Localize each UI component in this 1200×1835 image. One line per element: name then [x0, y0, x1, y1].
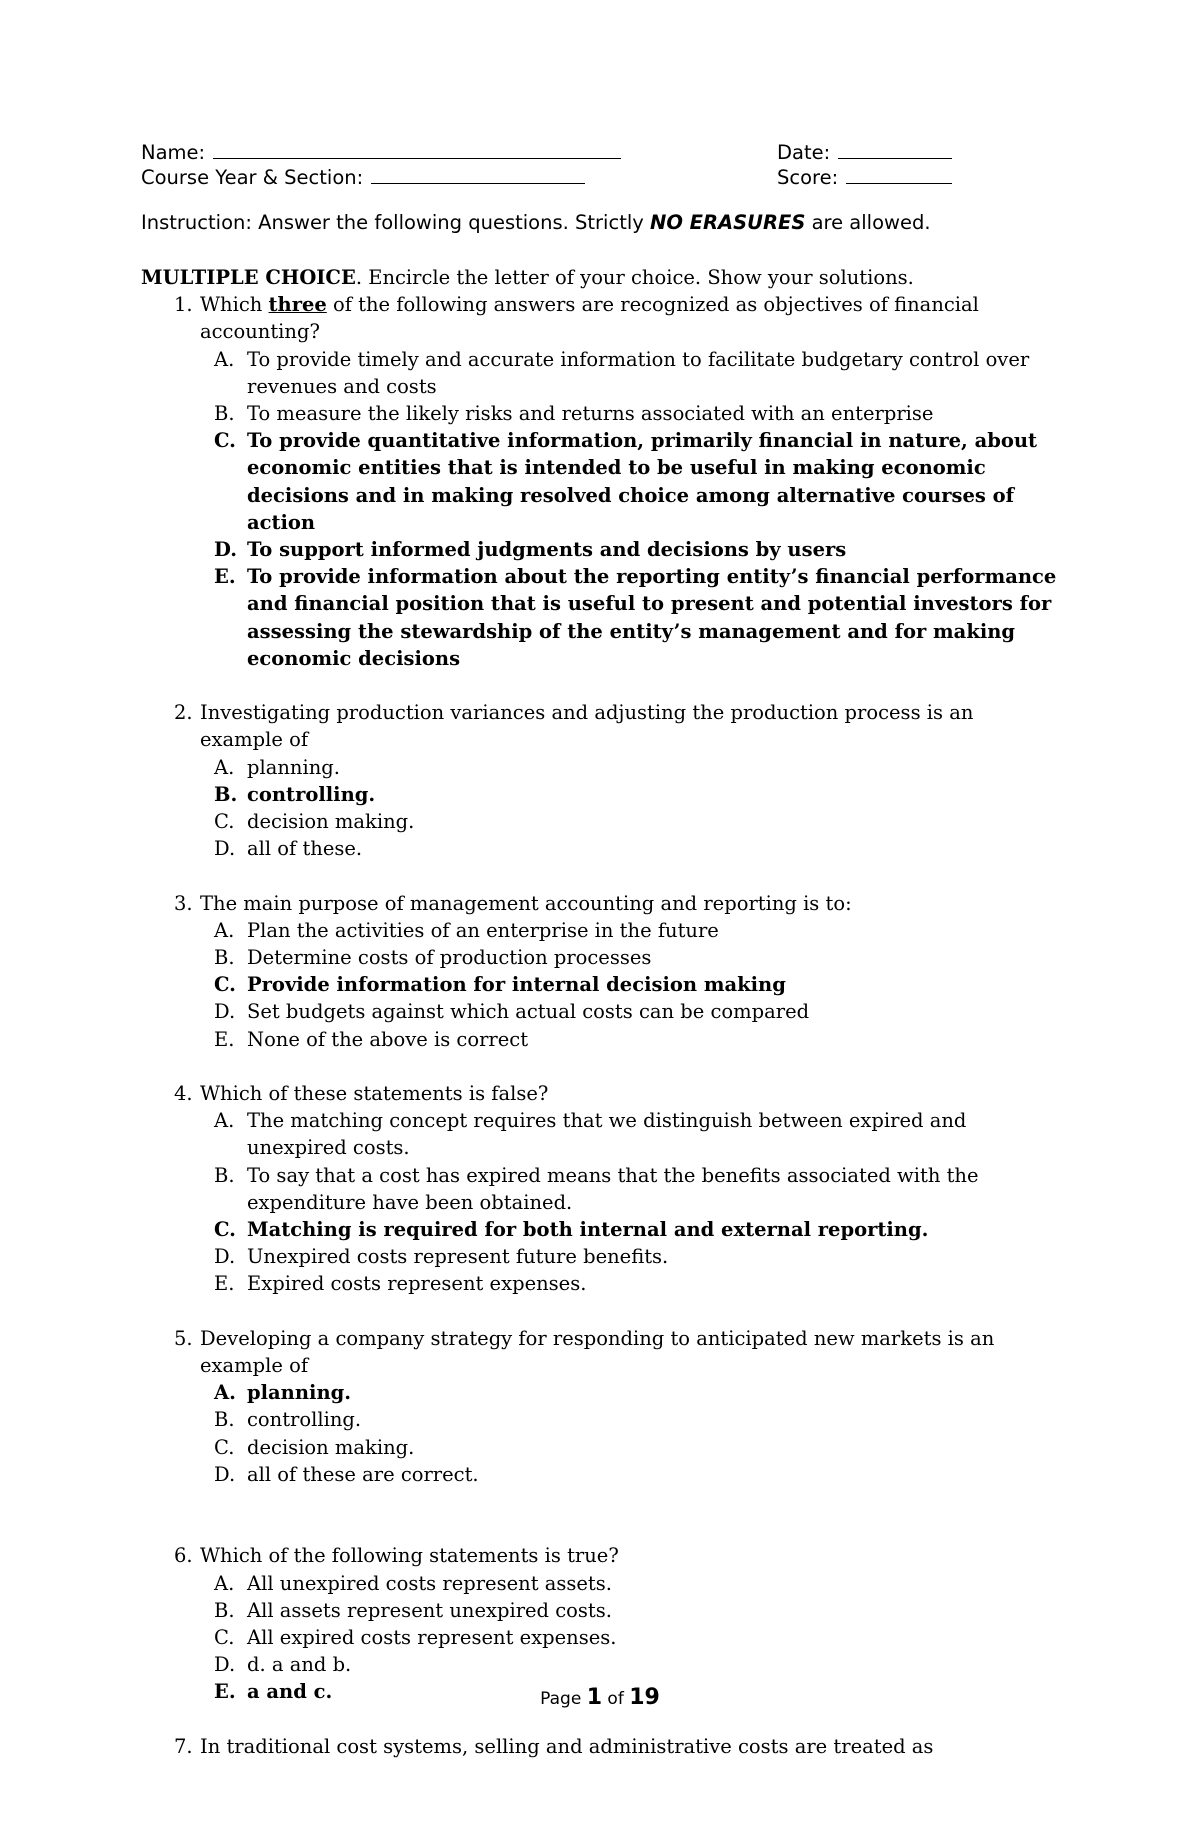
- spacer: [141, 862, 1061, 889]
- option-a[interactable]: [141, 1570, 1071, 1597]
- option-text: Matching is required for both internal and external reporting.: [247, 1218, 929, 1242]
- footer-page-word: Page: [540, 1689, 582, 1709]
- option-b[interactable]: [141, 1597, 1071, 1624]
- option-text: controlling.: [247, 1408, 362, 1432]
- score-label: Score:: [777, 166, 839, 189]
- option-letter: D.: [214, 1653, 236, 1677]
- option-letter: D.: [214, 837, 236, 861]
- option-text: Determine costs of production processes: [247, 946, 652, 970]
- course-label: Course Year & Section:: [141, 166, 364, 189]
- option-b[interactable]: [141, 1406, 1071, 1433]
- question-number: 2.: [174, 701, 193, 725]
- option-e[interactable]: [141, 1026, 1071, 1053]
- option-letter: D.: [214, 1245, 236, 1269]
- option-e[interactable]: [141, 563, 1071, 672]
- option-letter: A.: [214, 1109, 235, 1133]
- option-d[interactable]: [141, 1651, 1071, 1678]
- question-number: 5.: [174, 1326, 193, 1350]
- option-c[interactable]: [141, 1624, 1071, 1651]
- section-heading: MULTIPLE CHOICE: [141, 266, 356, 289]
- option-letter: C.: [214, 973, 236, 997]
- option-text: Expired costs represent expenses.: [247, 1272, 587, 1296]
- option-text: To say that a cost has expired means that the benefits associated with the expenditure have been obtained.: [247, 1163, 979, 1214]
- question-stem: [141, 699, 1061, 753]
- instruction: [141, 210, 931, 236]
- footer-total-pages: 19: [629, 1685, 660, 1710]
- instruction-suffix: are allowed.: [805, 211, 931, 234]
- option-text: To provide quantitative information, primarily financial in nature, about economic entities that is intended to be useful in making economic decisions and in making resolved choice among alternative courses of action: [247, 429, 1038, 534]
- question-2: [141, 699, 1061, 862]
- question-text: Developing a company strategy for responding to anticipated new markets is an example of: [200, 1326, 995, 1378]
- option-b[interactable]: [141, 781, 1071, 808]
- option-text: None of the above is correct: [247, 1027, 529, 1051]
- option-text: planning.: [247, 755, 340, 779]
- option-b[interactable]: [141, 400, 1071, 427]
- question-stem: [141, 1080, 1061, 1107]
- course-blank[interactable]: [371, 165, 585, 184]
- option-text: a and c.: [247, 1680, 333, 1704]
- option-a[interactable]: [141, 1379, 1071, 1406]
- question-7: [141, 1733, 1061, 1760]
- instruction-emphasis: NO ERASURES: [650, 211, 806, 234]
- option-letter: D.: [214, 1000, 236, 1024]
- footer-of-word: of: [607, 1689, 624, 1709]
- question-1: [141, 291, 1061, 672]
- option-text: d. a and b.: [247, 1653, 352, 1677]
- option-text: The matching concept requires that we distinguish between expired and unexpired costs.: [247, 1109, 967, 1160]
- question-stem: [141, 1542, 1061, 1569]
- option-a[interactable]: [141, 1107, 1071, 1161]
- option-d[interactable]: [141, 998, 1071, 1025]
- course-row: [141, 165, 585, 191]
- option-letter: D.: [214, 1462, 236, 1486]
- question-number: 1.: [174, 293, 193, 317]
- question-3: [141, 890, 1061, 1053]
- option-letter: B.: [214, 946, 235, 970]
- option-text: planning.: [247, 1381, 352, 1405]
- option-c[interactable]: [141, 971, 1071, 998]
- instruction-prefix: Instruction: Answer the following questions. Strictly: [141, 211, 650, 234]
- option-b[interactable]: [141, 944, 1071, 971]
- option-d[interactable]: [141, 536, 1071, 563]
- option-text: Plan the activities of an enterprise in the future: [247, 918, 719, 942]
- question-text: Which of these statements is false?: [200, 1082, 549, 1106]
- option-text: Unexpired costs represent future benefits.: [247, 1245, 669, 1269]
- question-number: 4.: [174, 1082, 193, 1106]
- option-letter: C.: [214, 1218, 236, 1242]
- name-row: [141, 140, 621, 166]
- section-directions: . Encircle the letter of your choice. Show your solutions.: [355, 266, 914, 289]
- option-c[interactable]: [141, 1434, 1071, 1461]
- option-text: all of these.: [247, 837, 363, 861]
- section-title: [141, 264, 1061, 291]
- option-letter: A.: [214, 918, 235, 942]
- date-blank[interactable]: [838, 140, 952, 159]
- spacer: [141, 1053, 1061, 1080]
- option-d[interactable]: [141, 1243, 1071, 1270]
- option-text: all of these are correct.: [247, 1462, 479, 1486]
- option-text: decision making.: [247, 810, 415, 834]
- option-letter: C.: [214, 1435, 235, 1459]
- option-letter: B.: [214, 782, 238, 806]
- option-a[interactable]: [141, 917, 1071, 944]
- footer-current-page: 1: [586, 1685, 603, 1710]
- option-text: All assets represent unexpired costs.: [247, 1598, 612, 1622]
- name-label: Name:: [141, 141, 206, 164]
- option-a[interactable]: [141, 346, 1071, 400]
- option-letter: A.: [214, 755, 235, 779]
- option-text: To measure the likely risks and returns associated with an enterprise: [247, 402, 934, 426]
- question-6: [141, 1542, 1061, 1705]
- option-letter: A.: [214, 347, 235, 371]
- date-label: Date:: [777, 141, 831, 164]
- option-letter: A.: [214, 1571, 235, 1595]
- option-c[interactable]: [141, 427, 1071, 536]
- date-row: [777, 140, 952, 166]
- option-text: To support informed judgments and decisions by users: [247, 538, 847, 562]
- page-footer: [0, 1685, 1200, 1712]
- question-stem: [141, 890, 1061, 917]
- score-row: [777, 165, 952, 191]
- option-letter: B.: [214, 402, 235, 426]
- option-text: Set budgets against which actual costs can be compared: [247, 1000, 810, 1024]
- name-blank[interactable]: [213, 140, 621, 159]
- question-underline: three: [268, 293, 327, 317]
- question-text: Which of the following statements is true?: [200, 1544, 619, 1568]
- option-c[interactable]: [141, 808, 1071, 835]
- option-d[interactable]: [141, 835, 1071, 862]
- option-text: controlling.: [247, 782, 376, 806]
- option-a[interactable]: [141, 754, 1071, 781]
- question-4: [141, 1080, 1061, 1298]
- question-5: [141, 1325, 1061, 1488]
- question-number: 7.: [174, 1734, 193, 1758]
- question-text-part: Which: [200, 293, 269, 317]
- question-list: [141, 264, 1061, 1760]
- question-text: Investigating production variances and adjusting the production process is an example of: [200, 701, 974, 752]
- option-text: All expired costs represent expenses.: [247, 1626, 617, 1650]
- option-d[interactable]: [141, 1461, 1071, 1488]
- question-number: 6.: [174, 1544, 193, 1568]
- question-stem: [141, 1733, 1061, 1760]
- option-letter: C.: [214, 1626, 235, 1650]
- spacer: [141, 1298, 1061, 1325]
- score-blank[interactable]: [846, 165, 952, 184]
- option-letter: D.: [214, 538, 238, 562]
- option-letter: C.: [214, 429, 236, 453]
- option-letter: B.: [214, 1598, 235, 1622]
- option-letter: B.: [214, 1408, 235, 1432]
- option-c[interactable]: [141, 1216, 1071, 1243]
- question-text-part: of the following answers are recognized as objectives of financial accounting?: [200, 293, 979, 344]
- question-text: The main purpose of management accounting and reporting is to:: [200, 891, 852, 915]
- question-number: 3.: [174, 891, 193, 915]
- option-letter: E.: [214, 565, 236, 589]
- option-text: All unexpired costs represent assets.: [247, 1571, 612, 1595]
- spacer: [141, 1488, 1061, 1542]
- spacer: [141, 672, 1061, 699]
- option-text: Provide information for internal decision making: [247, 973, 786, 997]
- option-text: To provide timely and accurate information to facilitate budgetary control over revenues and costs: [247, 347, 1030, 398]
- option-letter: C.: [214, 810, 235, 834]
- question-stem: [141, 1325, 1061, 1379]
- option-text: decision making.: [247, 1435, 415, 1459]
- option-letter: E.: [214, 1272, 235, 1296]
- option-text: To provide information about the reporting entity’s financial performance and financial position that is useful to present and potential investors for assessing the stewardship of the entity’s management and for making economic decisions: [247, 565, 1057, 670]
- option-letter: E.: [214, 1680, 236, 1704]
- option-letter: B.: [214, 1163, 235, 1187]
- option-letter: A.: [214, 1381, 236, 1405]
- question-text: In traditional cost systems, selling and administrative costs are treated as: [200, 1734, 934, 1758]
- option-e[interactable]: [141, 1270, 1071, 1297]
- question-stem: [141, 291, 1061, 345]
- option-b[interactable]: [141, 1162, 1071, 1216]
- option-letter: E.: [214, 1027, 235, 1051]
